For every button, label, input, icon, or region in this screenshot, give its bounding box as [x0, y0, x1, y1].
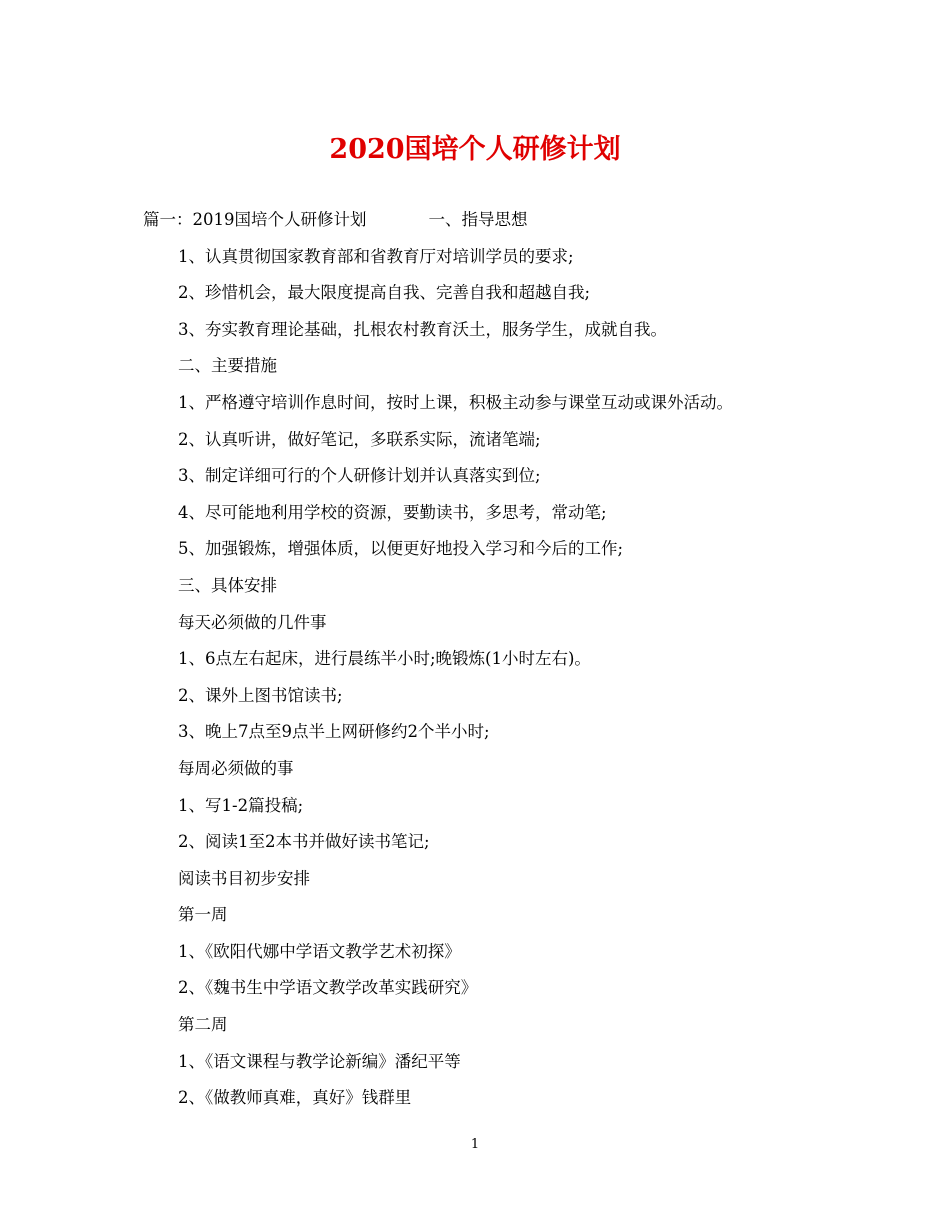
text-line: 5、加强锻炼，增强体质，以便更好地投入学习和今后的工作;: [178, 539, 624, 559]
text-line: 第一周: [178, 905, 228, 925]
text-line: 2、珍惜机会，最大限度提高自我、完善自我和超越自我;: [178, 283, 591, 303]
text-line: 2、阅读1至2本书并做好读书笔记;: [178, 832, 430, 852]
text-line: 阅读书目初步安排: [178, 868, 310, 888]
text-line: 1、严格遵守培训作息时间，按时上课，积极主动参与课堂互动或课外活动。: [178, 392, 733, 412]
text-line: 2、《做教师真难，真好》钱群里: [178, 1088, 412, 1108]
text-line: 3、晚上7点至9点半上网研修约2个半小时;: [178, 722, 490, 742]
text-line: 2、认真听讲，做好笔记，多联系实际，流诸笔端;: [178, 429, 541, 449]
section-heading-part1: 篇一：2019国培个人研修计划: [143, 210, 367, 229]
text-line: 2、《魏书生中学语文教学改革实践研究》: [178, 978, 478, 998]
page-number: 1: [470, 1137, 480, 1152]
section-heading-guiding-thought: 一、指导思想: [428, 210, 528, 229]
text-line: 每周必须做的事: [178, 758, 294, 778]
text-line: 第二周: [178, 1015, 228, 1035]
text-line: 1、《欧阳代娜中学语文教学艺术初探》: [178, 941, 461, 961]
text-line: 3、夯实教育理论基础，扎根农村教育沃土，服务学生，成就自我。: [178, 319, 667, 339]
text-line: 1、《语文课程与教学论新编》潘纪平等: [178, 1051, 461, 1071]
text-line: 每天必须做的几件事: [178, 612, 327, 632]
text-line-first: [143, 202, 843, 239]
text-line: 1、6点左右起床，进行晨练半小时;晚锻炼(1小时左右)。: [178, 649, 591, 669]
text-line: 3、制定详细可行的个人研修计划并认真落实到位;: [178, 466, 541, 486]
text-line: 2、课外上图书馆读书;: [178, 685, 343, 705]
document-body: [143, 202, 843, 1117]
text-line: 三、具体安排: [178, 575, 277, 595]
text-line: 1、写1-2篇投稿;: [178, 795, 304, 815]
text-line: 1、认真贯彻国家教育部和省教育厅对培训学员的要求;: [178, 246, 574, 266]
document-title: 2020国培个人研修计划: [329, 134, 621, 165]
text-line: 二、主要措施: [178, 356, 277, 376]
text-line: 4、尽可能地利用学校的资源，要勤读书，多思考，常动笔;: [178, 502, 607, 522]
